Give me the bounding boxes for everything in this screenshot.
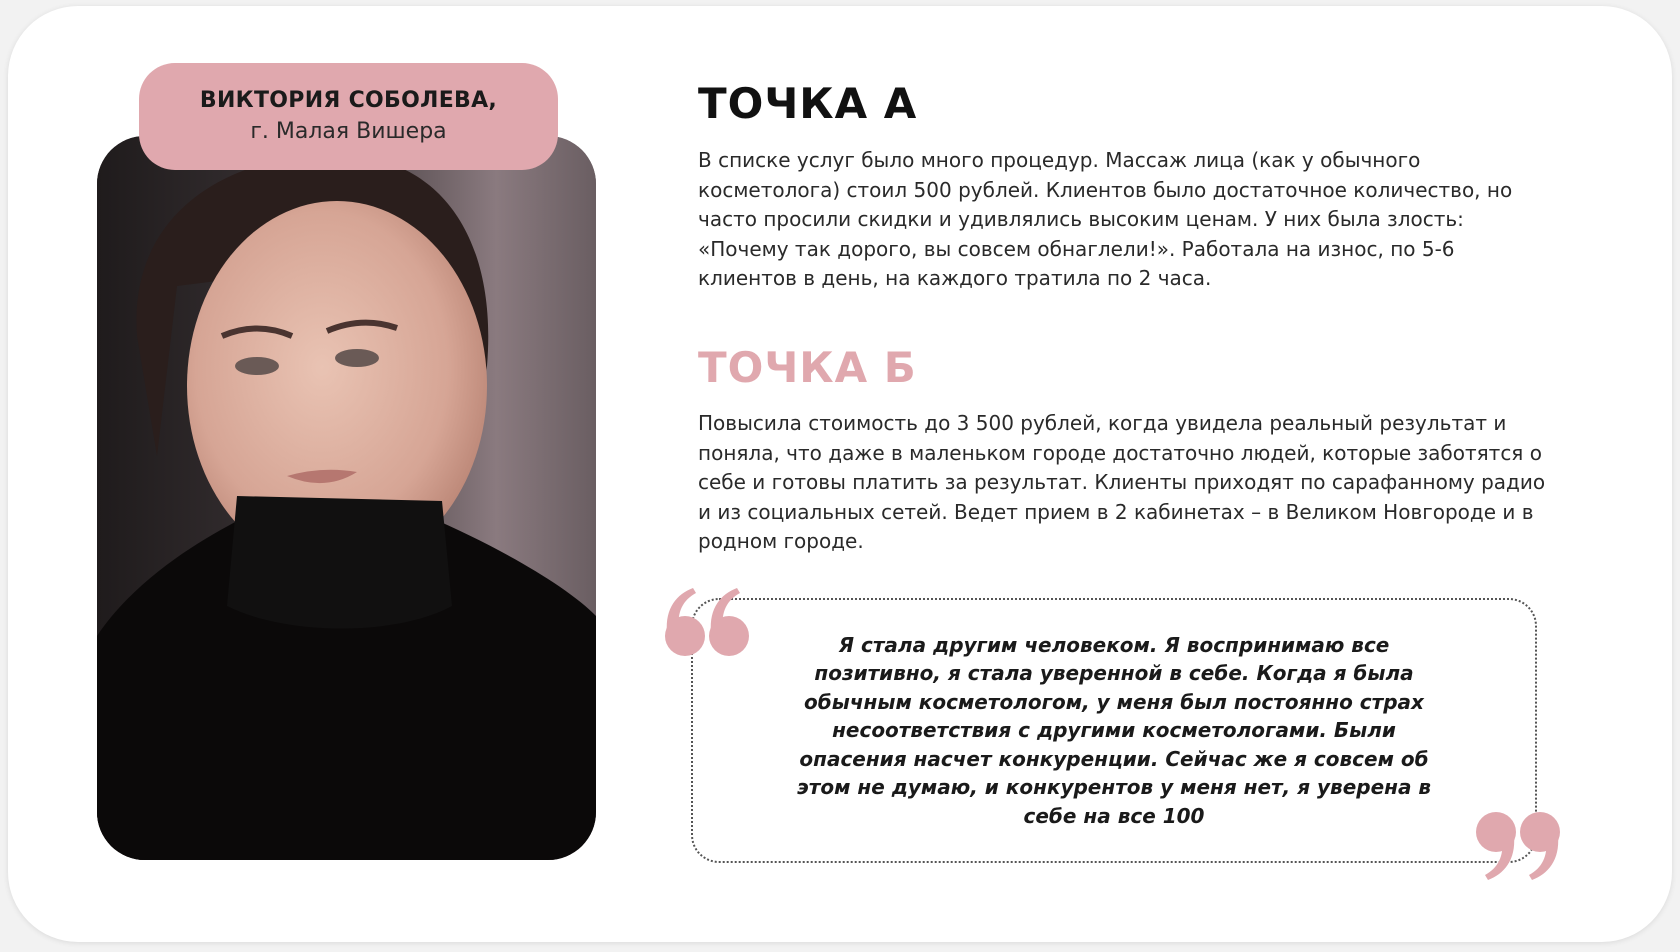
- name-tag: [139, 63, 558, 170]
- point-b-text: Повысила стоимость до 3 500 рублей, когда увидела реальный результат и поняла, что даже в маленьком городе достаточно людей, которые заботятся о себе и готовы платить за результат. Клиенты приходят по сарафанному радио и из социальных сетей. Ведет прием в 2 кабинетах – в Великом Новгороде и в родном городе.: [698, 411, 1546, 553]
- point-a-title: ТОЧКА А: [698, 79, 918, 128]
- portrait-photo: [97, 136, 596, 860]
- testimonial-card: [8, 6, 1672, 942]
- quote-text: Я стала другим человеком. Я воспринимаю все позитивно, я стала уверенной в себе. Когда я была обычным косметологом, у меня был постоянно страх несоответствия с другими косметологами. Были опасения насчет конкуренции. Сейчас же я совсем об этом не думаю, и конкурентов у меня нет, я уверена в себе на все 100: [796, 632, 1432, 828]
- point-b-title: ТОЧКА Б: [698, 343, 917, 392]
- person-name: ВИКТОРИЯ СОБОЛЕВА,: [199, 87, 498, 113]
- point-a-text: В списке услуг было много процедур. Массаж лица (как у обычного косметолога) стоил 500 рублей. Клиентов было достаточное количество, но часто просили скидки и удивлялись высоким ценам. У них была злость: «Почему так дорого, вы совсем обнаглели!». Работала на износ, по 5-6 клиентов в день, на каждого тратила по 2 часа.: [698, 148, 1513, 290]
- person-city: г. Малая Вишера: [250, 118, 447, 144]
- quote-box: [691, 598, 1537, 863]
- open-quote-icon: [663, 588, 753, 658]
- portrait-illustration: [97, 136, 596, 860]
- close-quote-icon: [1472, 810, 1562, 880]
